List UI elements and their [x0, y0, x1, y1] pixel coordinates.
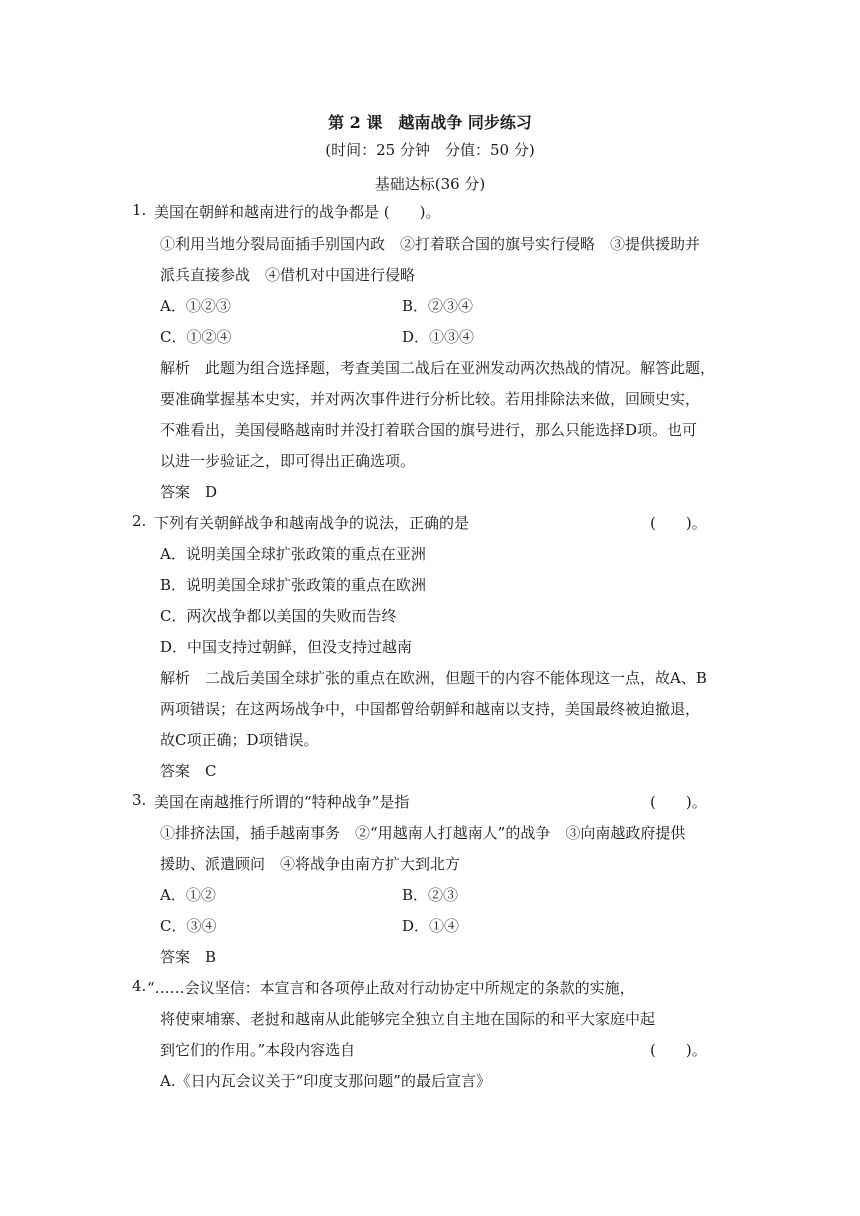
analysis-text: 以进一步验证之，即可得出正确选项。	[160, 452, 416, 470]
question-stem: 到它们的作用。”本段内容选自	[160, 1041, 356, 1059]
option-b: B．②③④	[402, 297, 474, 315]
question-number: 2.	[132, 512, 147, 530]
analysis-text: 解析 二战后美国全球扩张的重点在欧洲，但题干的内容不能体现这一点，故A、B	[160, 669, 707, 687]
question-items: ①利用当地分裂局面插手别国内政 ②打着联合国的旗号实行侵略 ③提供援助并	[160, 235, 701, 253]
question-stem: 将使柬埔寨、老挝和越南从此能够完全独立自主地在国际的和平大家庭中起	[160, 1010, 656, 1028]
answer-text: 答案 D	[160, 483, 218, 501]
option-c: C．①②④	[160, 328, 232, 346]
option-b: B．②③	[402, 886, 459, 904]
answer-parentheses: ( )。	[650, 1041, 707, 1059]
option-d: D．①③④	[402, 328, 475, 346]
analysis-text: 解析 此题为组合选择题，考查美国二战后在亚洲发动两次热战的情况。解答此题，	[160, 359, 716, 377]
answer-text: 答案 B	[160, 948, 217, 966]
option-b: B．说明美国全球扩张政策的重点在欧洲	[160, 576, 427, 594]
option-a: A.《日内瓦会议关于“印度支那问题”的最后宣言》	[160, 1072, 491, 1090]
question-number: 1.	[132, 201, 147, 219]
option-d: D．中国支持过朝鲜，但没支持过越南	[160, 638, 413, 656]
answer-text: 答案 C	[160, 762, 217, 780]
analysis-text: 不难看出，美国侵略越南时并没打着联合国的旗号进行，那么只能选择D项。也可	[160, 421, 698, 439]
time-score-info: (时间：25 分钟 分值：50 分)	[325, 141, 535, 159]
question-items: ①排挤法国，插手越南事务 ②“用越南人打越南人”的战争 ③向南越政府提供	[160, 824, 686, 842]
question-stem: 美国在朝鲜和越南进行的战争都是 ( )。	[154, 203, 441, 221]
page-title: 第 2 课 越南战争 同步练习	[328, 113, 532, 132]
question-stem: “……会议坚信：本宣言和各项停止敌对行动协定中所规定的条款的实施，	[147, 979, 635, 997]
section-heading: 基础达标(36 分)	[374, 175, 486, 193]
analysis-text: 两项错误；在这两场战争中，中国都曾给朝鲜和越南以支持，美国最终被迫撤退，	[160, 700, 701, 718]
option-a: A．①②③	[160, 297, 231, 315]
question-items: 派兵直接参战 ④借机对中国进行侵略	[160, 266, 416, 284]
option-a: A．说明美国全球扩张政策的重点在亚洲	[160, 545, 426, 563]
option-a: A．①②	[160, 886, 216, 904]
question-number: 4.	[132, 977, 147, 995]
question-stem: 美国在南越推行所谓的“特种战争”是指	[154, 793, 410, 811]
question-number: 3.	[132, 791, 147, 809]
question-items: 援助、派遣顾问 ④将战争由南方扩大到北方	[160, 855, 461, 873]
option-c: C．两次战争都以美国的失败而告终	[160, 607, 397, 625]
analysis-text: 要准确掌握基本史实，并对两次事件进行分析比较。若用排除法来做，回顾史实，	[160, 390, 701, 408]
answer-parentheses: ( )。	[650, 793, 707, 811]
option-c: C．③④	[160, 917, 217, 935]
option-d: D．①④	[402, 917, 460, 935]
question-stem: 下列有关朝鲜战争和越南战争的说法，正确的是	[154, 514, 470, 532]
answer-parentheses: ( )。	[650, 514, 707, 532]
analysis-text: 故C项正确；D项错误。	[160, 731, 319, 749]
